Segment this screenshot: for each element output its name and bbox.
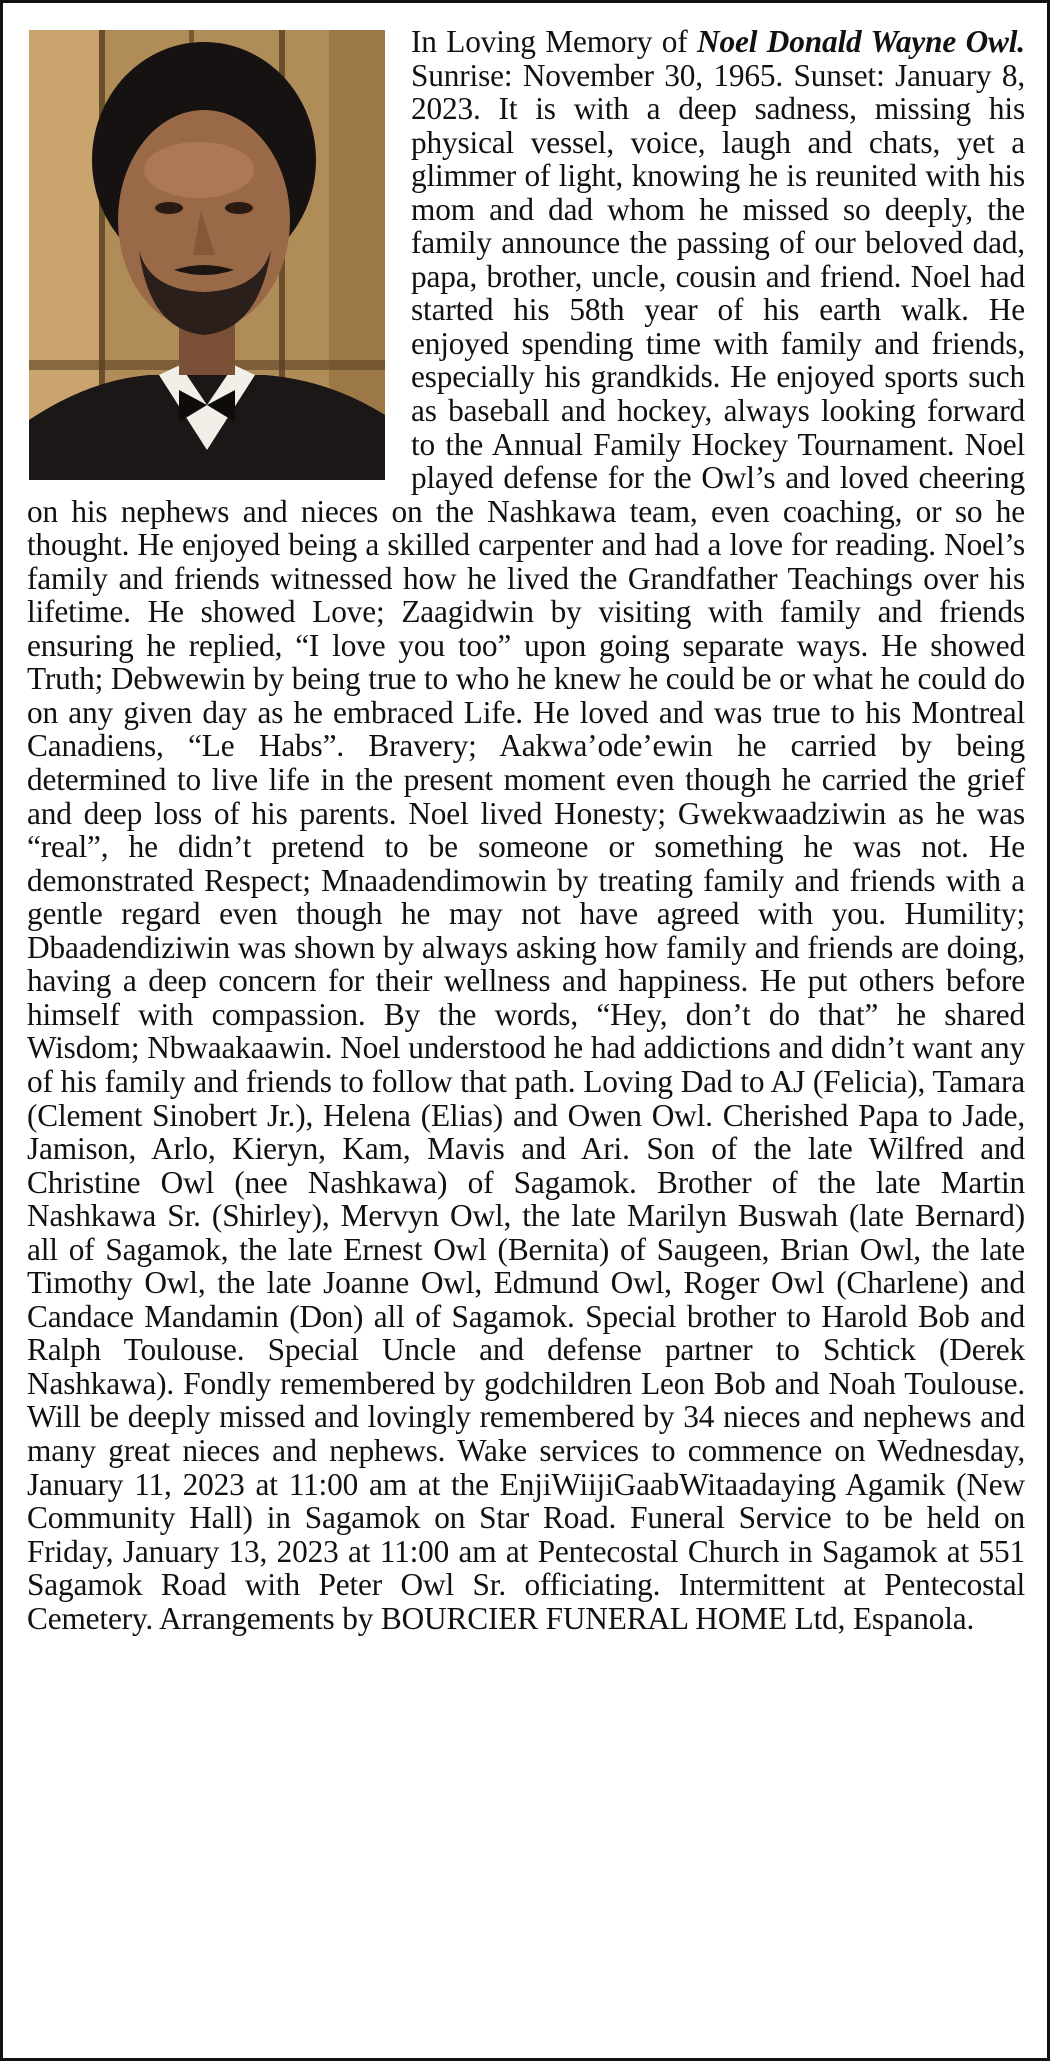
portrait-photo-icon bbox=[29, 30, 385, 480]
portrait-photo bbox=[29, 30, 385, 480]
deceased-name: Noel Donald Wayne Owl. bbox=[697, 24, 1025, 59]
obituary-body: Sunrise: November 30, 1965. Sunset: January 8, 2023. It is with a deep sadness, missing his physical vessel, voice, laugh and chats, yet a glimmer of light, knowing he is reunited with his mom and dad whom he missed so deeply, the family announce the passing of our beloved dad, papa, brother, uncle, cousin and friend. Noel had started his 58th year of his earth walk. He enjoyed spending time with family and friends, especially his grandkids. He enjoyed sports such as baseball and hockey, always looking forward to the Annual Family Hockey Tournament. Noel played defense for the Owl’s and loved cheering on his nephews and nieces on the Nashkawa team, even coaching, or so he thought. He enjoyed being a skilled carpenter and had a love for reading. Noel’s family and friends witnessed how he lived the Grandfather Teachings over his lifetime. He showed Love; Zaagidwin by visiting with family and friends ensuring he replied, “I love you too” upon going separate ways. He showed Truth; Debwewin by being true to who he knew he could be or what he could do on any given day as he embraced Life. He loved and was true to his Montreal Canadiens, “Le Habs”. Bravery; Aakwa’ode’ewin he carried by being determined to live life in the present moment even though he carried the grief and deep loss of his parents. Noel lived Honesty; Gwekwaadziwin as he was “real”, he didn’t pretend to be someone or something he was not. He demonstrated Respect; Mnaadendimowin by treating family and friends with a gentle regard even though he may not have agreed with you. Humility; Dbaadendiziwin was shown by always asking how family and friends are doing, having a deep concern for their wellness and happiness. He put others before himself with compassion. By the words, “Hey, don’t do that” he shared Wisdom; Nbwaakaawin. Noel understood he had addictions and didn’t want any of his family and friends to follow that path. Loving Dad to AJ (Felicia), Tamara (Clement Sinobert Jr.), Helena (Elias) and Owen Owl. Cherished Papa to Jade, Jamison, Arlo, Kieryn, Kam, Mavis and Ari. Son of the late Wilfred and Christine Owl (nee Nashkawa) of Sagamok. Brother of the late Martin Nashkawa Sr. (Shirley), Mervyn Owl, the late Marilyn Buswah (late Bernard) all of Sagamok, the late Ernest Owl (Bernita) of Saugeen, Brian Owl, the late Timothy Owl, the late Joanne Owl, Edmund Owl, Roger Owl (Charlene) and Candace Mandamin (Don) all of Sagamok. Special brother to Harold Bob and Ralph Toulouse. Special Uncle and defense partner to Schtick (Derek Nashkawa). Fondly remembered by godchildren Leon Bob and Noah Toulouse. Will be deeply missed and lovingly remembered by 34 nieces and nephews and many great nieces and nephews. Wake services to commence on Wednesday, January 11, 2023 at 11:00 am at the EnjiWiijiGaabWitaadaying Agamik (New Community Hall) in Sagamok on Star Road. Funeral Service to be held on Friday, January 13, 2023 at 11:00 am at Pentecostal Church in Sagamok at 551 Sagamok Road with Peter Owl Sr. officiating. Intermittent at Pentecostal Cemetery. Arrangements by BOURCIER FUNERAL HOME Ltd, Espanola. bbox=[27, 57, 1025, 1636]
memorial-intro: In Loving Memory of bbox=[411, 24, 698, 59]
obituary-text-block bbox=[27, 25, 1025, 1635]
